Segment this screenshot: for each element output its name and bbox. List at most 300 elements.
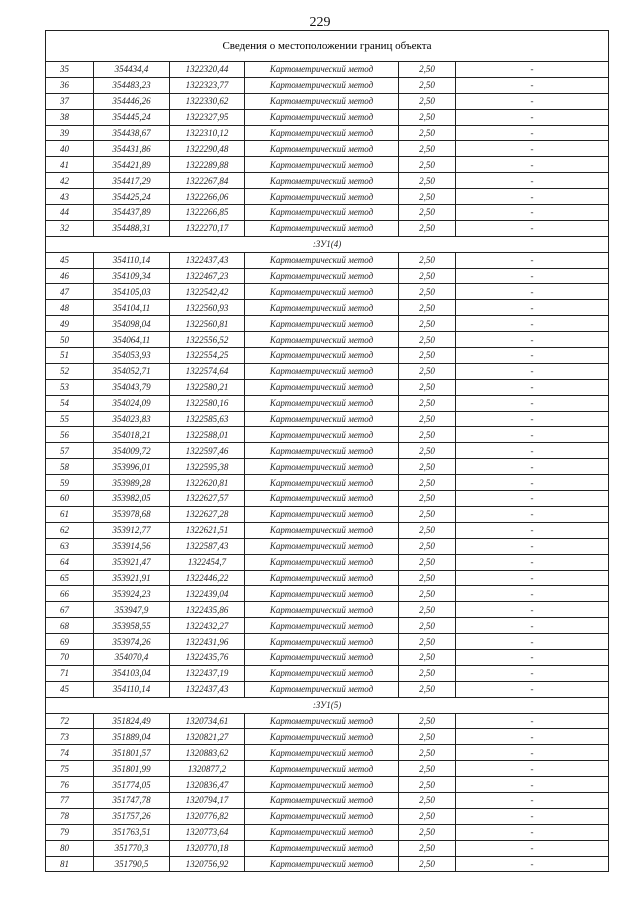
accuracy-cell: 2,50 [399,491,456,507]
y-coordinate-cell: 1322290,48 [170,141,245,157]
table-row [46,379,609,395]
y-coordinate-cell: 1322446,22 [170,570,245,586]
point-number-cell: 49 [46,316,94,332]
accuracy-cell: 2,50 [399,427,456,443]
description-cell: - [456,93,609,109]
accuracy-cell: 2,50 [399,459,456,475]
x-coordinate-cell: 351747,78 [94,792,170,808]
accuracy-cell: 2,50 [399,570,456,586]
table-row [46,284,609,300]
point-number-cell: 39 [46,125,94,141]
table-row [46,411,609,427]
table-row [46,157,609,173]
accuracy-cell: 2,50 [399,761,456,777]
method-cell: Картометрический метод [245,792,399,808]
y-coordinate-cell: 1322627,57 [170,491,245,507]
accuracy-cell: 2,50 [399,475,456,491]
table-row [46,125,609,141]
accuracy-cell: 2,50 [399,109,456,125]
accuracy-cell: 2,50 [399,538,456,554]
table-row [46,475,609,491]
x-coordinate-cell: 354483,23 [94,77,170,93]
method-cell: Картометрический метод [245,538,399,554]
point-number-cell: 56 [46,427,94,443]
x-coordinate-cell: 354053,93 [94,348,170,364]
method-cell: Картометрический метод [245,141,399,157]
x-coordinate-cell: 351757,26 [94,808,170,824]
x-coordinate-cell: 353958,55 [94,618,170,634]
table-row [46,252,609,268]
description-cell: - [456,316,609,332]
table-row [46,777,609,793]
method-cell: Картометрический метод [245,506,399,522]
x-coordinate-cell: 353982,05 [94,491,170,507]
section-header-row [46,236,609,252]
x-coordinate-cell: 351824,49 [94,713,170,729]
method-cell: Картометрический метод [245,411,399,427]
x-coordinate-cell: 354104,11 [94,300,170,316]
point-number-cell: 70 [46,649,94,665]
method-cell: Картометрический метод [245,332,399,348]
point-number-cell: 72 [46,713,94,729]
table-row [46,634,609,650]
table-row [46,220,609,236]
y-coordinate-cell: 1320883,62 [170,745,245,761]
y-coordinate-cell: 1322621,51 [170,522,245,538]
method-cell: Картометрический метод [245,554,399,570]
x-coordinate-cell: 353996,01 [94,459,170,475]
table-row [46,761,609,777]
point-number-cell: 53 [46,379,94,395]
accuracy-cell: 2,50 [399,411,456,427]
x-coordinate-cell: 354488,31 [94,220,170,236]
accuracy-cell: 2,50 [399,602,456,618]
x-coordinate-cell: 354417,29 [94,173,170,189]
x-coordinate-cell: 353912,77 [94,522,170,538]
x-coordinate-cell: 351801,99 [94,761,170,777]
point-number-cell: 75 [46,761,94,777]
description-cell: - [456,459,609,475]
description-cell: - [456,173,609,189]
description-cell: - [456,649,609,665]
point-number-cell: 41 [46,157,94,173]
x-coordinate-cell: 354421,89 [94,157,170,173]
method-cell: Картометрический метод [245,62,399,78]
y-coordinate-cell: 1322330,62 [170,93,245,109]
point-number-cell: 68 [46,618,94,634]
y-coordinate-cell: 1322556,52 [170,332,245,348]
method-cell: Картометрический метод [245,157,399,173]
point-number-cell: 65 [46,570,94,586]
point-number-cell: 61 [46,506,94,522]
description-cell: - [456,681,609,697]
description-cell: - [456,475,609,491]
point-number-cell: 73 [46,729,94,745]
accuracy-cell: 2,50 [399,363,456,379]
x-coordinate-cell: 354438,67 [94,125,170,141]
point-number-cell: 71 [46,665,94,681]
y-coordinate-cell: 1322560,81 [170,316,245,332]
page-number: 229 [309,15,331,30]
table-row [46,665,609,681]
description-cell: - [456,713,609,729]
accuracy-cell: 2,50 [399,379,456,395]
method-cell: Картометрический метод [245,713,399,729]
description-cell: - [456,443,609,459]
description-cell: - [456,506,609,522]
table-row [46,586,609,602]
accuracy-cell: 2,50 [399,554,456,570]
description-cell: - [456,634,609,650]
description-cell: - [456,840,609,856]
x-coordinate-cell: 351801,57 [94,745,170,761]
table-row [46,649,609,665]
description-cell: - [456,745,609,761]
point-number-cell: 36 [46,77,94,93]
description-cell: - [456,824,609,840]
method-cell: Картометрический метод [245,459,399,475]
method-cell: Картометрический метод [245,189,399,205]
table-row [46,268,609,284]
method-cell: Картометрический метод [245,475,399,491]
point-number-cell: 38 [46,109,94,125]
point-number-cell: 69 [46,634,94,650]
table-title-row [46,31,609,62]
point-number-cell: 81 [46,856,94,872]
description-cell: - [456,777,609,793]
accuracy-cell: 2,50 [399,316,456,332]
x-coordinate-cell: 351770,3 [94,840,170,856]
x-coordinate-cell: 354018,21 [94,427,170,443]
y-coordinate-cell: 1322554,25 [170,348,245,364]
description-cell: - [456,586,609,602]
description-cell: - [456,522,609,538]
table-row [46,522,609,538]
point-number-cell: 79 [46,824,94,840]
method-cell: Картометрический метод [245,586,399,602]
description-cell: - [456,379,609,395]
y-coordinate-cell: 1322587,43 [170,538,245,554]
y-coordinate-cell: 1322437,43 [170,252,245,268]
method-cell: Картометрический метод [245,77,399,93]
table-row [46,348,609,364]
y-coordinate-cell: 1322310,12 [170,125,245,141]
point-number-cell: 35 [46,62,94,78]
table-row [46,681,609,697]
y-coordinate-cell: 1320877,2 [170,761,245,777]
x-coordinate-cell: 353989,28 [94,475,170,491]
table-row [46,824,609,840]
point-number-cell: 43 [46,189,94,205]
description-cell: - [456,665,609,681]
table-row [46,602,609,618]
accuracy-cell: 2,50 [399,141,456,157]
method-cell: Картометрический метод [245,729,399,745]
x-coordinate-cell: 354431,86 [94,141,170,157]
y-coordinate-cell: 1322597,46 [170,443,245,459]
method-cell: Картометрический метод [245,427,399,443]
point-number-cell: 48 [46,300,94,316]
point-number-cell: 40 [46,141,94,157]
table-row [46,205,609,221]
point-number-cell: 37 [46,93,94,109]
table-row [46,173,609,189]
table-row [46,713,609,729]
accuracy-cell: 2,50 [399,506,456,522]
method-cell: Картометрический метод [245,379,399,395]
method-cell: Картометрический метод [245,284,399,300]
method-cell: Картометрический метод [245,761,399,777]
point-number-cell: 62 [46,522,94,538]
description-cell: - [456,220,609,236]
y-coordinate-cell: 1322435,76 [170,649,245,665]
x-coordinate-cell: 353947,9 [94,602,170,618]
point-number-cell: 57 [46,443,94,459]
accuracy-cell: 2,50 [399,840,456,856]
method-cell: Картометрический метод [245,252,399,268]
method-cell: Картометрический метод [245,220,399,236]
x-coordinate-cell: 354105,03 [94,284,170,300]
x-coordinate-cell: 354110,14 [94,681,170,697]
x-coordinate-cell: 354052,71 [94,363,170,379]
y-coordinate-cell: 1322320,44 [170,62,245,78]
y-coordinate-cell: 1322437,19 [170,665,245,681]
point-number-cell: 45 [46,681,94,697]
method-cell: Картометрический метод [245,665,399,681]
accuracy-cell: 2,50 [399,745,456,761]
method-cell: Картометрический метод [245,840,399,856]
y-coordinate-cell: 1322542,42 [170,284,245,300]
method-cell: Картометрический метод [245,745,399,761]
accuracy-cell: 2,50 [399,792,456,808]
method-cell: Картометрический метод [245,856,399,872]
method-cell: Картометрический метод [245,268,399,284]
y-coordinate-cell: 1322289,88 [170,157,245,173]
accuracy-cell: 2,50 [399,586,456,602]
table-row [46,77,609,93]
description-cell: - [456,427,609,443]
accuracy-cell: 2,50 [399,157,456,173]
x-coordinate-cell: 353921,91 [94,570,170,586]
method-cell: Картометрический метод [245,777,399,793]
description-cell: - [456,538,609,554]
description-cell: - [456,62,609,78]
accuracy-cell: 2,50 [399,62,456,78]
section-label: :ЗУ1(4) [46,236,609,252]
y-coordinate-cell: 1320794,17 [170,792,245,808]
method-cell: Картометрический метод [245,443,399,459]
accuracy-cell: 2,50 [399,93,456,109]
y-coordinate-cell: 1322560,93 [170,300,245,316]
accuracy-cell: 2,50 [399,824,456,840]
table-row [46,808,609,824]
point-number-cell: 42 [46,173,94,189]
accuracy-cell: 2,50 [399,395,456,411]
x-coordinate-cell: 351763,51 [94,824,170,840]
accuracy-cell: 2,50 [399,856,456,872]
table-row [46,856,609,872]
point-number-cell: 74 [46,745,94,761]
description-cell: - [456,618,609,634]
method-cell: Картометрический метод [245,348,399,364]
description-cell: - [456,808,609,824]
accuracy-cell: 2,50 [399,777,456,793]
accuracy-cell: 2,50 [399,634,456,650]
x-coordinate-cell: 354070,4 [94,649,170,665]
method-cell: Картометрический метод [245,808,399,824]
accuracy-cell: 2,50 [399,205,456,221]
table-row [46,840,609,856]
method-cell: Картометрический метод [245,125,399,141]
x-coordinate-cell: 353974,26 [94,634,170,650]
description-cell: - [456,856,609,872]
point-number-cell: 64 [46,554,94,570]
y-coordinate-cell: 1320776,82 [170,808,245,824]
x-coordinate-cell: 354110,14 [94,252,170,268]
accuracy-cell: 2,50 [399,522,456,538]
accuracy-cell: 2,50 [399,125,456,141]
table-row [46,300,609,316]
y-coordinate-cell: 1322266,85 [170,205,245,221]
y-coordinate-cell: 1320773,64 [170,824,245,840]
section-header-row [46,697,609,713]
y-coordinate-cell: 1322580,16 [170,395,245,411]
accuracy-cell: 2,50 [399,77,456,93]
method-cell: Картометрический метод [245,363,399,379]
x-coordinate-cell: 351790,5 [94,856,170,872]
description-cell: - [456,792,609,808]
y-coordinate-cell: 1322431,96 [170,634,245,650]
method-cell: Картометрический метод [245,824,399,840]
table-row [46,506,609,522]
point-number-cell: 55 [46,411,94,427]
x-coordinate-cell: 354109,34 [94,268,170,284]
section-label: :ЗУ1(5) [46,697,609,713]
description-cell: - [456,125,609,141]
y-coordinate-cell: 1320756,92 [170,856,245,872]
table-row [46,792,609,808]
description-cell: - [456,363,609,379]
accuracy-cell: 2,50 [399,808,456,824]
point-number-cell: 44 [46,205,94,221]
method-cell: Картометрический метод [245,300,399,316]
accuracy-cell: 2,50 [399,681,456,697]
accuracy-cell: 2,50 [399,189,456,205]
description-cell: - [456,491,609,507]
x-coordinate-cell: 354103,04 [94,665,170,681]
x-coordinate-cell: 354437,89 [94,205,170,221]
method-cell: Картометрический метод [245,395,399,411]
point-number-cell: 54 [46,395,94,411]
description-cell: - [456,300,609,316]
boundary-coordinates-table [45,30,609,872]
accuracy-cell: 2,50 [399,443,456,459]
accuracy-cell: 2,50 [399,220,456,236]
accuracy-cell: 2,50 [399,713,456,729]
table-row [46,538,609,554]
method-cell: Картометрический метод [245,522,399,538]
method-cell: Картометрический метод [245,316,399,332]
method-cell: Картометрический метод [245,93,399,109]
description-cell: - [456,77,609,93]
accuracy-cell: 2,50 [399,729,456,745]
description-cell: - [456,252,609,268]
point-number-cell: 52 [46,363,94,379]
x-coordinate-cell: 353914,56 [94,538,170,554]
table-row [46,491,609,507]
x-coordinate-cell: 354446,26 [94,93,170,109]
description-cell: - [456,411,609,427]
x-coordinate-cell: 354043,79 [94,379,170,395]
point-number-cell: 50 [46,332,94,348]
description-cell: - [456,268,609,284]
point-number-cell: 77 [46,792,94,808]
x-coordinate-cell: 351889,04 [94,729,170,745]
method-cell: Картометрический метод [245,649,399,665]
description-cell: - [456,602,609,618]
y-coordinate-cell: 1322266,06 [170,189,245,205]
accuracy-cell: 2,50 [399,284,456,300]
x-coordinate-cell: 353921,47 [94,554,170,570]
table-row [46,570,609,586]
method-cell: Картометрический метод [245,570,399,586]
method-cell: Картометрический метод [245,602,399,618]
y-coordinate-cell: 1322627,28 [170,506,245,522]
y-coordinate-cell: 1320836,47 [170,777,245,793]
method-cell: Картометрический метод [245,205,399,221]
y-coordinate-cell: 1320734,61 [170,713,245,729]
point-number-cell: 32 [46,220,94,236]
description-cell: - [456,348,609,364]
y-coordinate-cell: 1322437,43 [170,681,245,697]
x-coordinate-cell: 354064,11 [94,332,170,348]
point-number-cell: 59 [46,475,94,491]
method-cell: Картометрический метод [245,618,399,634]
description-cell: - [456,554,609,570]
method-cell: Картометрический метод [245,491,399,507]
y-coordinate-cell: 1322574,64 [170,363,245,379]
accuracy-cell: 2,50 [399,300,456,316]
accuracy-cell: 2,50 [399,252,456,268]
method-cell: Картометрический метод [245,681,399,697]
table-row [46,316,609,332]
point-number-cell: 76 [46,777,94,793]
point-number-cell: 47 [46,284,94,300]
table-row [46,62,609,78]
point-number-cell: 63 [46,538,94,554]
description-cell: - [456,395,609,411]
x-coordinate-cell: 354425,24 [94,189,170,205]
table-row [46,729,609,745]
x-coordinate-cell: 354023,83 [94,411,170,427]
y-coordinate-cell: 1322580,21 [170,379,245,395]
description-cell: - [456,284,609,300]
accuracy-cell: 2,50 [399,173,456,189]
table-row [46,459,609,475]
table-row [46,618,609,634]
description-cell: - [456,141,609,157]
y-coordinate-cell: 1322454,7 [170,554,245,570]
y-coordinate-cell: 1322439,04 [170,586,245,602]
description-cell: - [456,109,609,125]
accuracy-cell: 2,50 [399,618,456,634]
table-row [46,141,609,157]
table-row [46,427,609,443]
description-cell: - [456,332,609,348]
table-row [46,189,609,205]
point-number-cell: 46 [46,268,94,284]
table-row [46,332,609,348]
